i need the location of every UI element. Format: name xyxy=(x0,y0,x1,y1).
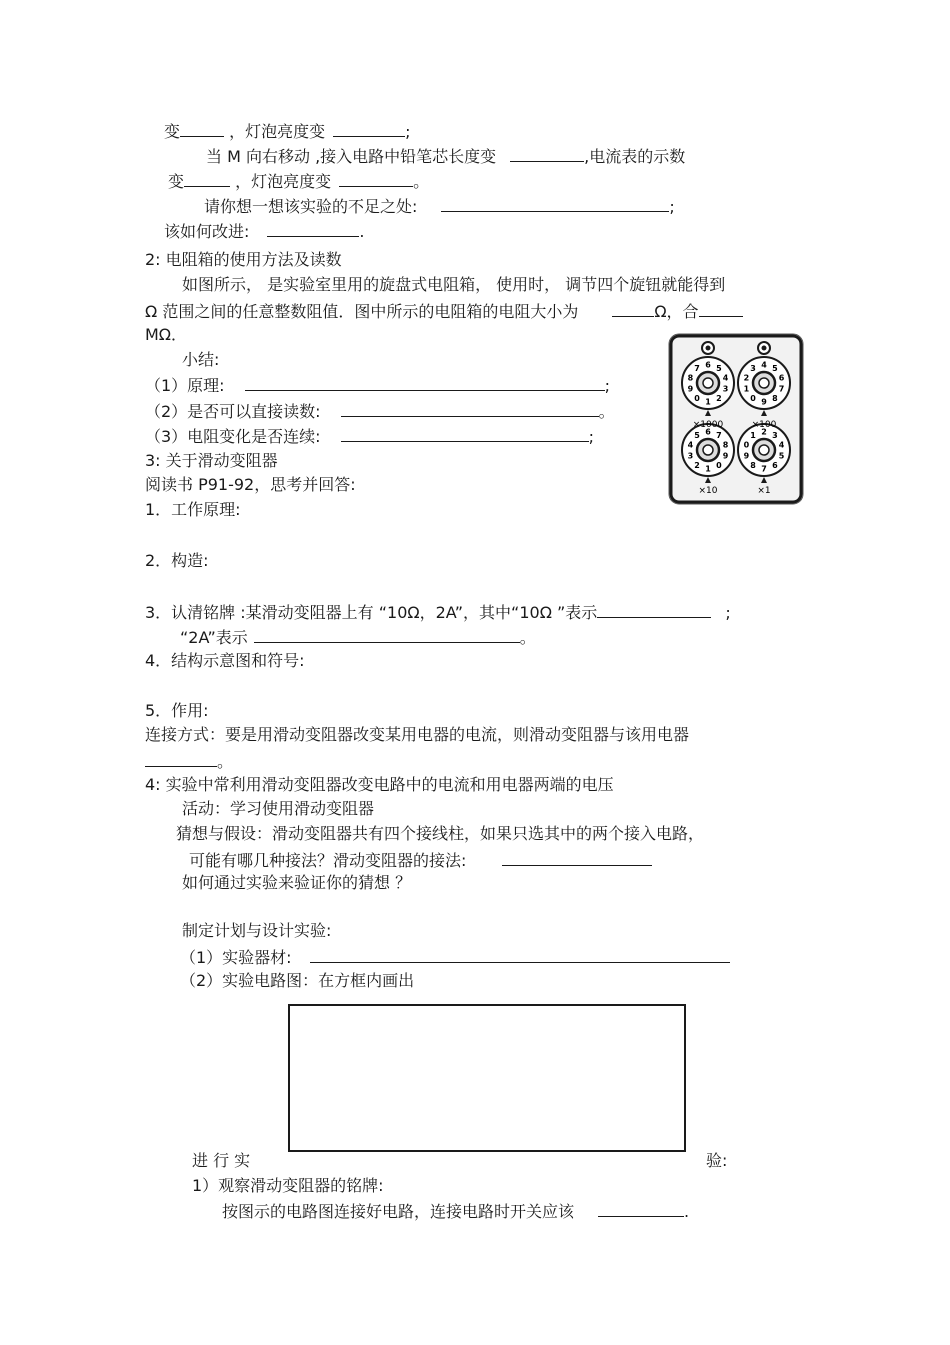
dial-digit: 5 xyxy=(778,451,785,461)
dial-digit: 4 xyxy=(761,360,767,370)
dial-digit: 5 xyxy=(694,431,700,440)
line-13: 阅读书 P91-92，思考并回答: xyxy=(145,475,356,494)
dial-digit: 3 xyxy=(722,384,729,394)
section-2-heading: 2: 电阻箱的使用方法及读数 xyxy=(145,250,342,269)
dial-digit: 8 xyxy=(687,373,694,383)
dial-digit: 2 xyxy=(716,394,722,403)
blank[interactable] xyxy=(267,220,359,237)
dial-digit: 6 xyxy=(772,461,778,470)
dial-hub xyxy=(703,445,713,455)
circuit-drawing-box[interactable] xyxy=(288,1004,686,1152)
dial-digit: 6 xyxy=(778,373,785,383)
dial-digit: 8 xyxy=(772,394,778,403)
blank[interactable] xyxy=(441,195,669,212)
resistance-box-figure xyxy=(668,333,804,505)
terminal-right-center xyxy=(762,346,767,351)
blank[interactable] xyxy=(339,170,413,187)
dial-hub xyxy=(703,378,713,388)
question-4: 4．结构示意图和符号: xyxy=(145,651,305,670)
label-x10: ×10 xyxy=(698,486,718,496)
dial-digit: 7 xyxy=(716,431,722,440)
blank[interactable] xyxy=(145,750,217,767)
dial-digit: 5 xyxy=(716,364,722,373)
dial-digit: 9 xyxy=(687,384,694,394)
dial-hub xyxy=(759,445,769,455)
line-14: 连接方式：要是用滑动变阻器改变某用电器的电流，则滑动变阻器与该用电器 xyxy=(145,725,690,744)
line-19: 如何通过实验来验证你的猜想 ？ xyxy=(182,873,412,892)
resistance-box-svg xyxy=(668,333,804,505)
line-16: 活动：学习使用滑动变阻器 xyxy=(182,799,375,818)
blank[interactable] xyxy=(341,400,599,417)
line-20: 制定计划与设计实验: xyxy=(182,921,332,940)
line-6: 如图所示， 是实验室里用的旋盘式电阻箱， 使用时， 调节四个旋钮就能得到 xyxy=(182,275,726,294)
dial-digit: 1 xyxy=(705,464,711,474)
dial-digit: 3 xyxy=(772,431,778,440)
dial-digit: 7 xyxy=(694,364,700,373)
question-3-line-2: “2A”表示 。 xyxy=(180,628,536,647)
line-12: （3）电阻变化是否连续: ; xyxy=(145,427,594,446)
line-21: （1）实验器材: xyxy=(180,946,730,968)
blank[interactable] xyxy=(341,425,589,442)
blank[interactable] xyxy=(510,145,584,162)
dial-digit: 4 xyxy=(778,440,785,450)
line-10: （1）原理: ; xyxy=(145,376,610,395)
line-17: 猜想与假设：滑动变阻器共有四个接线柱，如果只选其中的两个接入电路， xyxy=(176,824,705,843)
question-1: 1．工作原理: xyxy=(145,500,241,519)
dial-digit: 6 xyxy=(705,360,711,370)
dial-digit: 0 xyxy=(694,394,700,403)
blank[interactable] xyxy=(612,300,654,317)
dial-digit: 5 xyxy=(772,364,778,373)
label-x1: ×1 xyxy=(757,486,771,496)
line-25: 按图示的电路图连接好电路，连接电路时开关应该 . xyxy=(222,1202,690,1221)
blank[interactable] xyxy=(598,1200,684,1217)
blank[interactable] xyxy=(254,626,520,643)
dial-digit: 9 xyxy=(743,451,750,461)
dial-digit: 8 xyxy=(750,461,756,470)
line-3: 变 ，灯泡亮度变 。 xyxy=(168,172,430,191)
dial-digit: 9 xyxy=(722,451,729,461)
terminal-left-center xyxy=(706,346,711,351)
dial-digit: 1 xyxy=(743,384,750,394)
section-3-heading: 3: 关于滑动变阻器 xyxy=(145,451,278,470)
dial-digit: 4 xyxy=(722,373,729,383)
dial-digit: 2 xyxy=(761,427,767,437)
line-22: （2）实验电路图：在方框内画出 xyxy=(180,971,415,990)
line-8: MΩ． xyxy=(145,325,188,344)
dial-digit: 2 xyxy=(694,461,700,470)
dial-digit: 2 xyxy=(743,373,750,383)
blank[interactable] xyxy=(180,120,224,137)
section-4-heading: 4: 实验中常利用滑动变阻器改变电路中的电流和用电器两端的电压 xyxy=(145,775,614,794)
dial-digit: 6 xyxy=(705,427,711,437)
blank[interactable] xyxy=(597,601,711,618)
blank[interactable] xyxy=(333,120,405,137)
dial-digit: 1 xyxy=(750,431,756,440)
line-2: 当 M 向右移动 ,接入电路中铅笔芯长度变 ,电流表的示数 xyxy=(206,147,686,166)
dial-digit: 0 xyxy=(750,394,756,403)
summary-label: 小结: xyxy=(182,350,220,369)
dial-hub xyxy=(759,378,769,388)
blank[interactable] xyxy=(699,300,743,317)
line-4: 请你想一想该实验的不足之处: ; xyxy=(204,197,675,216)
blank[interactable] xyxy=(245,374,605,391)
dial-digit: 9 xyxy=(761,397,767,407)
line-1: 变 ，灯泡亮度变 ; xyxy=(164,122,411,141)
dial-digit: 0 xyxy=(743,440,750,450)
line-18: 可能有哪几种接法？滑动变阻器的接法: xyxy=(189,849,652,871)
line-23-left: 进 行 实 xyxy=(192,1151,251,1170)
dial-digit: 0 xyxy=(716,461,722,470)
line-5: 该如何改进: . xyxy=(164,222,365,241)
box-outline xyxy=(671,336,801,502)
line-7: Ω 范围之间的任意整数阻值．图中所示的电阻箱的电阻大小为 Ω，合 xyxy=(145,300,743,322)
line-11: （2）是否可以直接读数: 。 xyxy=(145,402,615,421)
dial-digit: 3 xyxy=(687,451,694,461)
line-15: 。 xyxy=(145,750,233,772)
dial-digit: 4 xyxy=(687,440,694,450)
blank[interactable] xyxy=(310,946,730,963)
question-2: 2．构造: xyxy=(145,551,209,570)
line-24: 1）观察滑动变阻器的铭牌: xyxy=(192,1176,384,1195)
question-5: 5．作用: xyxy=(145,701,209,720)
label-x1000: ×1000 xyxy=(692,420,724,430)
label-x100: ×100 xyxy=(751,420,777,430)
question-3: 3．认清铭牌 :某滑动变阻器上有 “10Ω，2A”，其中“10Ω ”表示 ; xyxy=(145,603,731,622)
blank[interactable] xyxy=(184,170,230,187)
dial-digit: 1 xyxy=(705,397,711,407)
blank[interactable] xyxy=(502,849,652,866)
line-23-right: 验: xyxy=(706,1151,728,1170)
dial-digit: 8 xyxy=(722,440,729,450)
dial-digit: 3 xyxy=(750,364,756,373)
dial-digit: 7 xyxy=(778,384,785,394)
dial-digit: 7 xyxy=(761,464,767,474)
